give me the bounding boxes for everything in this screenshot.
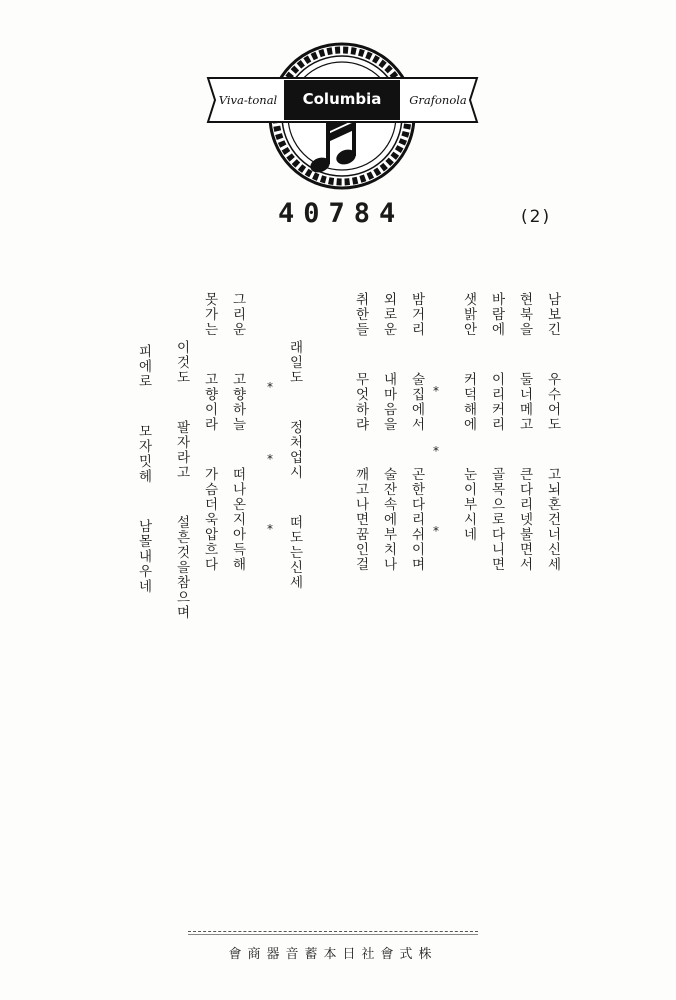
- lyric-line: 취한들 무엇하랴 깨고나면꿈인걸: [352, 292, 369, 572]
- lyric-line: 남보긴 우수어도 고뇌혼건너신세: [544, 292, 561, 572]
- logo-brand-text: Columbia: [302, 90, 382, 108]
- lyric-line: 래일도 정처업시 떠도는신세: [286, 340, 303, 590]
- footer-rule: [188, 931, 478, 932]
- verse-divider-star: *: [267, 380, 273, 394]
- verse-divider-star: *: [433, 384, 439, 398]
- lyric-line: 밤거리 술집에서 곤한다리쉬이며: [408, 292, 425, 572]
- logo-left-text: Viva-tonal: [218, 93, 278, 107]
- lyric-line: 현북을 둘너메고 큰다리넷불면서: [516, 292, 533, 572]
- record-side-number: (2): [521, 207, 552, 227]
- lyric-line: 바람에 이리커리 골목으로다니면: [488, 292, 505, 572]
- lyric-line: 샛밝안 커덕해에 눈이부시네: [460, 292, 477, 542]
- verse-divider-star: *: [433, 524, 439, 538]
- verse-divider-star: *: [267, 452, 273, 466]
- lyric-line: 못가는 고향이라 가슴더욱압흐다: [201, 292, 218, 572]
- record-number: 40784: [278, 198, 405, 229]
- lyric-line: 외로운 내마음을 술잔속에부치나: [380, 292, 397, 572]
- lyrics-block: [122, 292, 562, 632]
- verse-divider-star: *: [433, 444, 439, 458]
- footer-company-name: 會商器音蓄本日社會式株: [228, 947, 438, 962]
- lyric-line: 그리운 고향하늘 떠나온지아득해: [229, 292, 246, 572]
- verse-divider-star: *: [267, 522, 273, 536]
- logo-right-text: Grafonola: [409, 93, 467, 107]
- lyric-line: 피에로 모자밋헤 남몰내우네: [135, 344, 152, 594]
- footer-rule: [188, 934, 478, 935]
- columbia-logo: [200, 38, 485, 193]
- columbia-logo-graphic: [200, 38, 485, 193]
- lyric-line: 이것도 팔자라고 설흔것을참으며: [173, 340, 190, 620]
